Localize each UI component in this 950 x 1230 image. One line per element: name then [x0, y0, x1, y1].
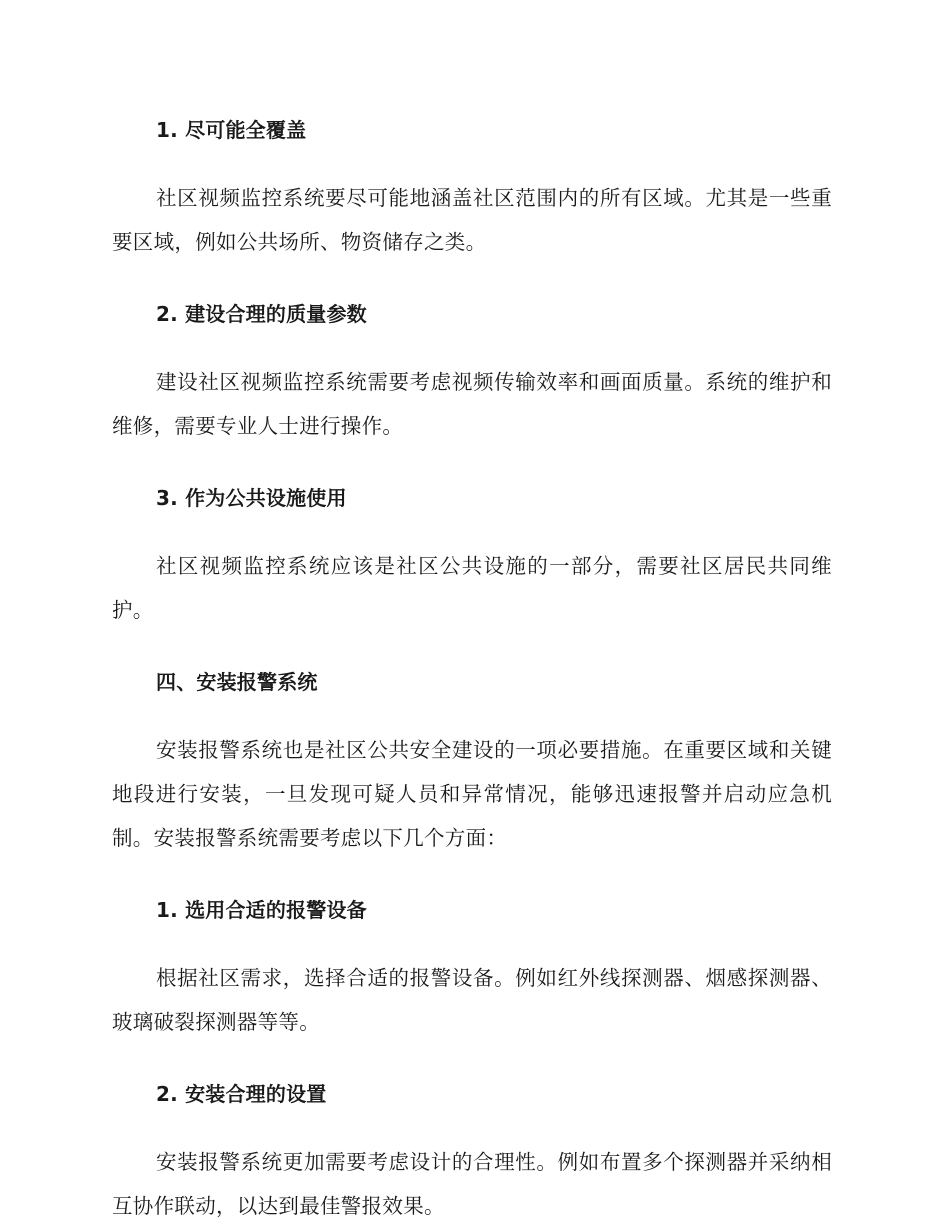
section-heading-alarm-equipment: 1. 选用合适的报警设备: [156, 898, 367, 922]
section-heading-reasonable-setup: 2. 安装合理的设置: [156, 1082, 327, 1106]
section-heading-public-facility: 3. 作为公共设施使用: [156, 486, 347, 510]
document-body: [112, 108, 832, 1228]
section-heading-full-coverage: 1. 尽可能全覆盖: [156, 118, 307, 142]
paragraph-alarm-system: 安装报警系统也是社区公共安全建设的一项必要措施。在重要区域和关键地段进行安装，一旦发现可疑人员和异常情况，能够迅速报警并启动应急机制。安装报警系统需要考虑以下几个方面：: [112, 738, 832, 850]
paragraph-public-facility: 社区视频监控系统应该是社区公共设施的一部分，需要社区居民共同维护。: [112, 554, 832, 622]
paragraph-quality-parameters: 建设社区视频监控系统需要考虑视频传输效率和画面质量。系统的维护和维修，需要专业人士进行操作。: [112, 370, 832, 438]
paragraph-reasonable-setup: 安装报警系统更加需要考虑设计的合理性。例如布置多个探测器并采纳相互协作联动，以达到最佳警报效果。: [112, 1150, 832, 1218]
paragraph-alarm-equipment: 根据社区需求，选择合适的报警设备。例如红外线探测器、烟感探测器、玻璃破裂探测器等等。: [112, 966, 832, 1034]
paragraph-full-coverage: 社区视频监控系统要尽可能地涵盖社区范围内的所有区域。尤其是一些重要区域，例如公共场所、物资储存之类。: [112, 186, 832, 254]
section-heading-quality-parameters: 2. 建设合理的质量参数: [156, 302, 367, 326]
section-heading-alarm-system: 四、安装报警系统: [156, 670, 318, 694]
